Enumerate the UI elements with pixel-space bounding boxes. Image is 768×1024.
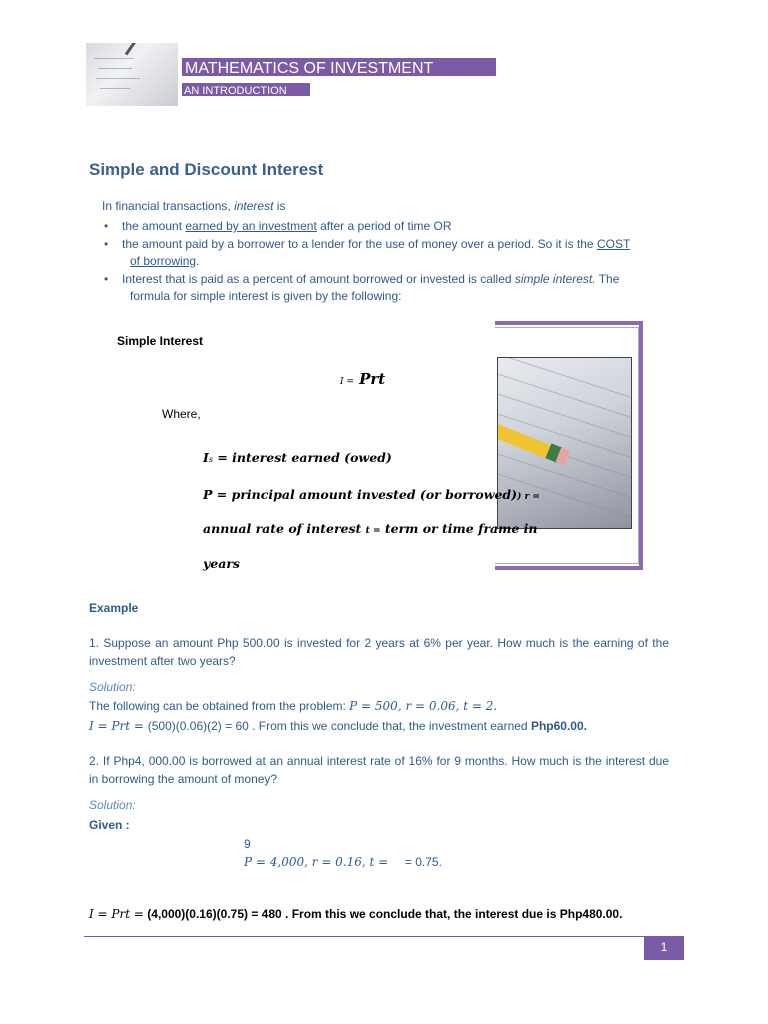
section-heading: Simple and Discount Interest <box>89 160 324 179</box>
where-label: Where, <box>162 407 201 421</box>
definition-years: years <box>203 556 240 571</box>
simple-interest-formula: I = Prt <box>340 370 386 388</box>
definition-interest: Is = interest earned (owed) <box>203 450 392 465</box>
example-heading: Example <box>89 601 139 615</box>
page-number: 1 <box>644 937 684 960</box>
intro-line: In financial transactions, interest is <box>102 199 286 213</box>
document-subtitle: AN INTRODUCTION <box>182 83 310 96</box>
solution-label: Solution: <box>89 798 136 812</box>
document-title: MATHEMATICS OF INVESTMENT <box>182 58 496 76</box>
given-label: Given : <box>89 818 130 832</box>
given-values: P = 4,000, r = 0.16, t = = 0.75. <box>244 855 442 869</box>
simple-interest-label: Simple Interest <box>117 334 204 348</box>
question-2: 2. If Php4, 000.00 is borrowed at an annual interest rate of 16% for 9 months. How much is the interest due in borrowing the amount of money? <box>89 754 669 786</box>
final-result: I = Prt = (4,000)(0.16)(0.75) = 480 . From this we conclude that, the interest due is Php480.00. <box>89 907 623 921</box>
solution-label: Solution: <box>89 680 136 694</box>
fraction-numerator: 9 <box>244 837 251 851</box>
solution-1-givens: The following can be obtained from the problem: P = 500, r = 0.06, t = 2. <box>89 699 498 713</box>
header-image <box>86 43 178 106</box>
pencil-photo <box>497 357 632 529</box>
definition-rate: annual rate of interest t = term or time frame in <box>203 521 538 536</box>
footer-divider <box>84 936 684 937</box>
definition-principal: P = principal amount invested (or borrowed)) r = <box>203 487 540 502</box>
question-1: 1. Suppose an amount Php 500.00 is invested for 2 years at 6% per year. How much is the earning of the investment after two years? <box>89 636 669 668</box>
solution-1-result: I = Prt = (500)(0.06)(2) = 60 . From this we conclude that, the investment earned Php60.00. <box>89 719 587 733</box>
